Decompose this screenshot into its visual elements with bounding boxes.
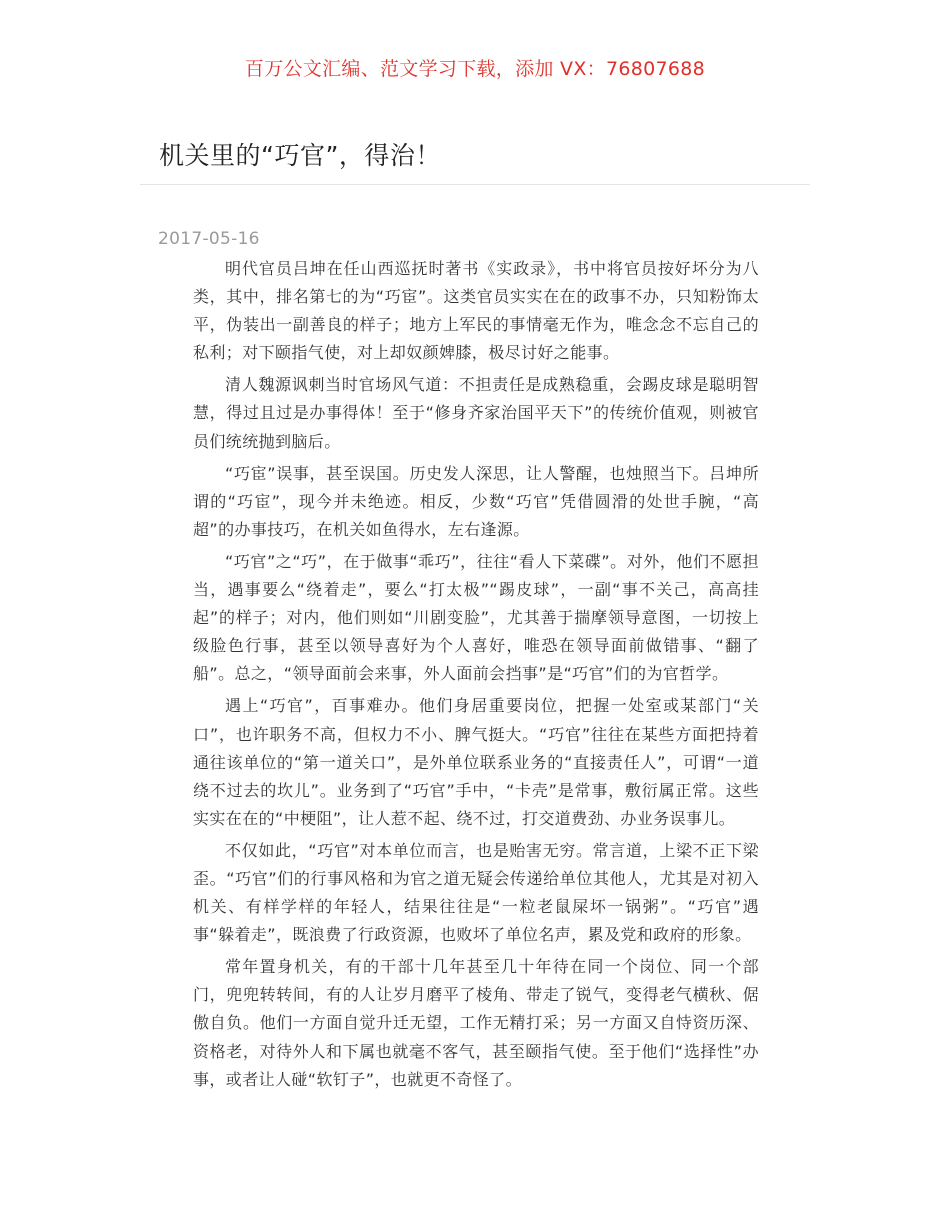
- article-body: [193, 255, 759, 1098]
- article-paragraph: “巧官”之“巧”，在于做事“乖巧”，往往“看人下菜碟”。对外，他们不愿担当，遇事要么“绕着走”，要么“打太极”“踢皮球”，一副“事不关己，高高挂起”的样子；对内，他们则如“川剧变脸”，尤其善于揣摩领导意图，一切按上级脸色行事，甚至以领导喜好为个人喜好，唯恐在领导面前做错事、“翻了船”。总之，“领导面前会来事，外人面前会挡事”是“巧官”们的为官哲学。: [193, 551, 759, 684]
- promo-banner: 百万公文汇编、范文学习下载，添加 VX：76807688: [244, 58, 706, 80]
- page-title: 机关里的“巧官”，得治！: [159, 141, 441, 170]
- article-paragraph: 常年置身机关，有的干部十几年甚至几十年待在同一个岗位、同一个部门，兜兜转转间，有的人让岁月磨平了棱角、带走了锐气，变得老气横秋、倨傲自负。他们一方面自觉升迁无望，工作无精打采；另一方面又自恃资历深、资格老，对待外人和下属也就毫不客气，甚至颐指气使。至于他们“选择性”办事，或者让人碰“软钉子”，也就更不奇怪了。: [193, 957, 759, 1089]
- article-paragraph: “巧宦”误事，甚至误国。历史发人深思，让人警醒，也烛照当下。吕坤所谓的“巧宦”，现今并未绝迹。相反，少数“巧官”凭借圆滑的处世手腕，“高超”的办事技巧，在机关如鱼得水，左右逢源。: [193, 463, 759, 539]
- title-divider: [140, 184, 810, 185]
- article-paragraph: 不仅如此，“巧官”对本单位而言，也是贻害无穷。常言道，上梁不正下梁歪。“巧官”们的行事风格和为官之道无疑会传递给单位其他人，尤其是对初入机关、有样学样的年轻人，结果往往是“一粒老鼠屎坏一锅粥”。“巧官”遇事“躲着走”，既浪费了行政资源，也败坏了单位名声，累及党和政府的形象。: [193, 840, 759, 945]
- article-paragraph: 清人魏源讽刺当时官场风气道：不担责任是成熟稳重，会踢皮球是聪明智慧，得过且过是办事得体！至于“修身齐家治国平天下”的传统价值观，则被官员们统统抛到脑后。: [193, 375, 759, 451]
- article-paragraph: 明代官员吕坤在任山西巡抚时著书《实政录》，书中将官员按好坏分为八类，其中，排名第七的为“巧宦”。这类官员实实在在的政事不办，只知粉饰太平，伪装出一副善良的样子；地方上军民的事情毫无作为，唯念念不忘自己的私利；对下颐指气使，对上却奴颜婢膝，极尽讨好之能事。: [193, 259, 759, 363]
- publish-date: 2017-05-16: [158, 229, 260, 249]
- article-paragraph: 遇上“巧官”，百事难办。他们身居重要岗位，把握一处室或某部门“关口”，也许职务不高，但权力不小、脾气挺大。“巧官”往往在某些方面把持着通往该单位的“第一道关口”，是外单位联系业务的“直接责任人”，可谓“一道绕不过去的坎儿”。业务到了“巧官”手中，“卡壳”是常事，敷衍属正常。这些实实在在的“中梗阻”，让人惹不起、绕不过，打交道费劲、办业务误事儿。: [193, 696, 759, 828]
